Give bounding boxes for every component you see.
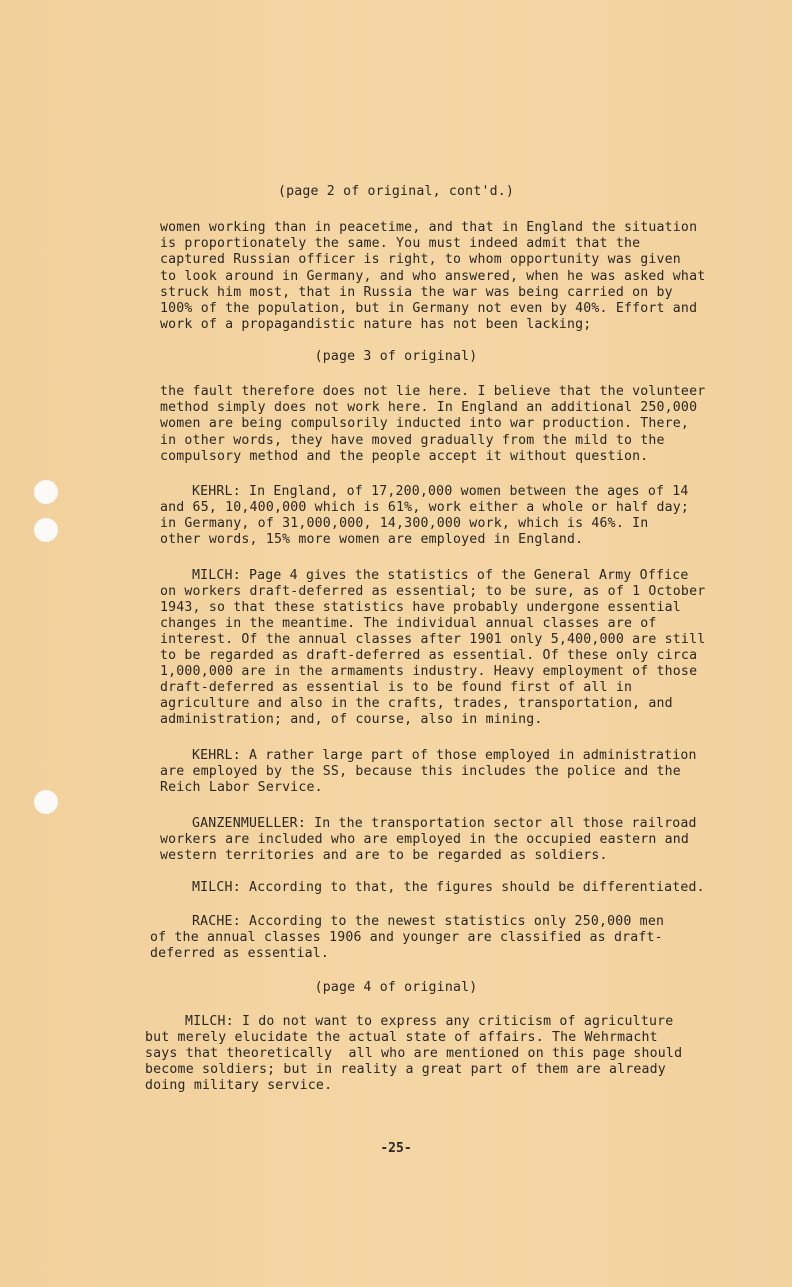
text-line: GANZENMUELLER: In the transportation sector all those railroad bbox=[192, 816, 697, 831]
text-line: workers are included who are employed in the occupied eastern and bbox=[160, 832, 690, 847]
text-line: KEHRL: A rather large part of those employed in administration bbox=[192, 748, 697, 763]
text-line: other words, 15% more women are employed in England. bbox=[160, 532, 584, 547]
text-line: 1943, so that these statistics have probably undergone essential bbox=[160, 600, 681, 615]
text-line: the fault therefore does not lie here. I believe that the volunteer bbox=[160, 384, 706, 399]
text-line: doing military service. bbox=[145, 1078, 333, 1093]
page-header: (page 2 of original, cont'd.) bbox=[277, 184, 515, 199]
text-line: method simply does not work here. In England an additional 250,000 bbox=[160, 400, 698, 415]
text-line: 1,000,000 are in the armaments industry. Heavy employment of those bbox=[160, 664, 698, 679]
text-line: are employed by the SS, because this includes the police and the bbox=[160, 764, 681, 779]
text-line: changes in the meantime. The individual annual classes are of bbox=[160, 616, 657, 631]
page-header: (page 4 of original) bbox=[314, 980, 478, 995]
text-line: MILCH: I do not want to express any criticism of agriculture bbox=[185, 1014, 674, 1029]
text-line: MILCH: According to that, the figures should be differentiated. bbox=[192, 880, 705, 895]
text-line: but merely elucidate the actual state of affairs. The Wehrmacht bbox=[145, 1030, 658, 1045]
text-line: work of a propagandistic nature has not been lacking; bbox=[160, 317, 592, 332]
text-line: draft-deferred as essential is to be found first of all in bbox=[160, 680, 633, 695]
text-line: 100% of the population, but in Germany not even by 40%. Effort and bbox=[160, 301, 698, 316]
text-line: of the annual classes 1906 and younger are classified as draft- bbox=[150, 930, 663, 945]
text-line: and 65, 10,400,000 which is 61%, work either a whole or half day; bbox=[160, 500, 690, 515]
text-line: to be regarded as draft-deferred as essential. Of these only circa bbox=[160, 648, 698, 663]
text-line: captured Russian officer is right, to whom opportunity was given bbox=[160, 252, 681, 267]
text-line: agriculture and also in the crafts, trades, transportation, and bbox=[160, 696, 673, 711]
text-line: RACHE: According to the newest statistics only 250,000 men bbox=[192, 914, 665, 929]
text-line: deferred as essential. bbox=[150, 946, 330, 961]
text-line: struck him most, that in Russia the war was being carried on by bbox=[160, 285, 673, 300]
text-line: interest. Of the annual classes after 1901 only 5,400,000 are still bbox=[160, 632, 706, 647]
page-number: -25- bbox=[380, 1141, 412, 1156]
text-line: administration; and, of course, also in mining. bbox=[160, 712, 543, 727]
punch-hole bbox=[34, 518, 58, 542]
text-line: KEHRL: In England, of 17,200,000 women between the ages of 14 bbox=[192, 484, 689, 499]
text-line: in other words, they have moved gradually from the mild to the bbox=[160, 433, 665, 448]
text-line: in Germany, of 31,000,000, 14,300,000 work, which is 46%. In bbox=[160, 516, 649, 531]
text-line: MILCH: Page 4 gives the statistics of the General Army Office bbox=[192, 568, 689, 583]
text-line: women are being compulsorily inducted into war production. There, bbox=[160, 416, 690, 431]
text-line: to look around in Germany, and who answered, when he was asked what bbox=[160, 269, 706, 284]
text-line: Reich Labor Service. bbox=[160, 780, 323, 795]
text-line: says that theoretically all who are mentioned on this page should bbox=[145, 1046, 683, 1061]
page-header: (page 3 of original) bbox=[314, 349, 478, 364]
punch-hole bbox=[34, 480, 58, 504]
text-line: become soldiers; but in reality a great part of them are already bbox=[145, 1062, 666, 1077]
text-line: western territories and are to be regarded as soldiers. bbox=[160, 848, 608, 863]
text-line: on workers draft-deferred as essential; to be sure, as of 1 October bbox=[160, 584, 706, 599]
text-line: is proportionately the same. You must indeed admit that the bbox=[160, 236, 641, 251]
text-line: women working than in peacetime, and that in England the situation bbox=[160, 220, 698, 235]
punch-hole bbox=[34, 790, 58, 814]
text-line: compulsory method and the people accept it without question. bbox=[160, 449, 649, 464]
